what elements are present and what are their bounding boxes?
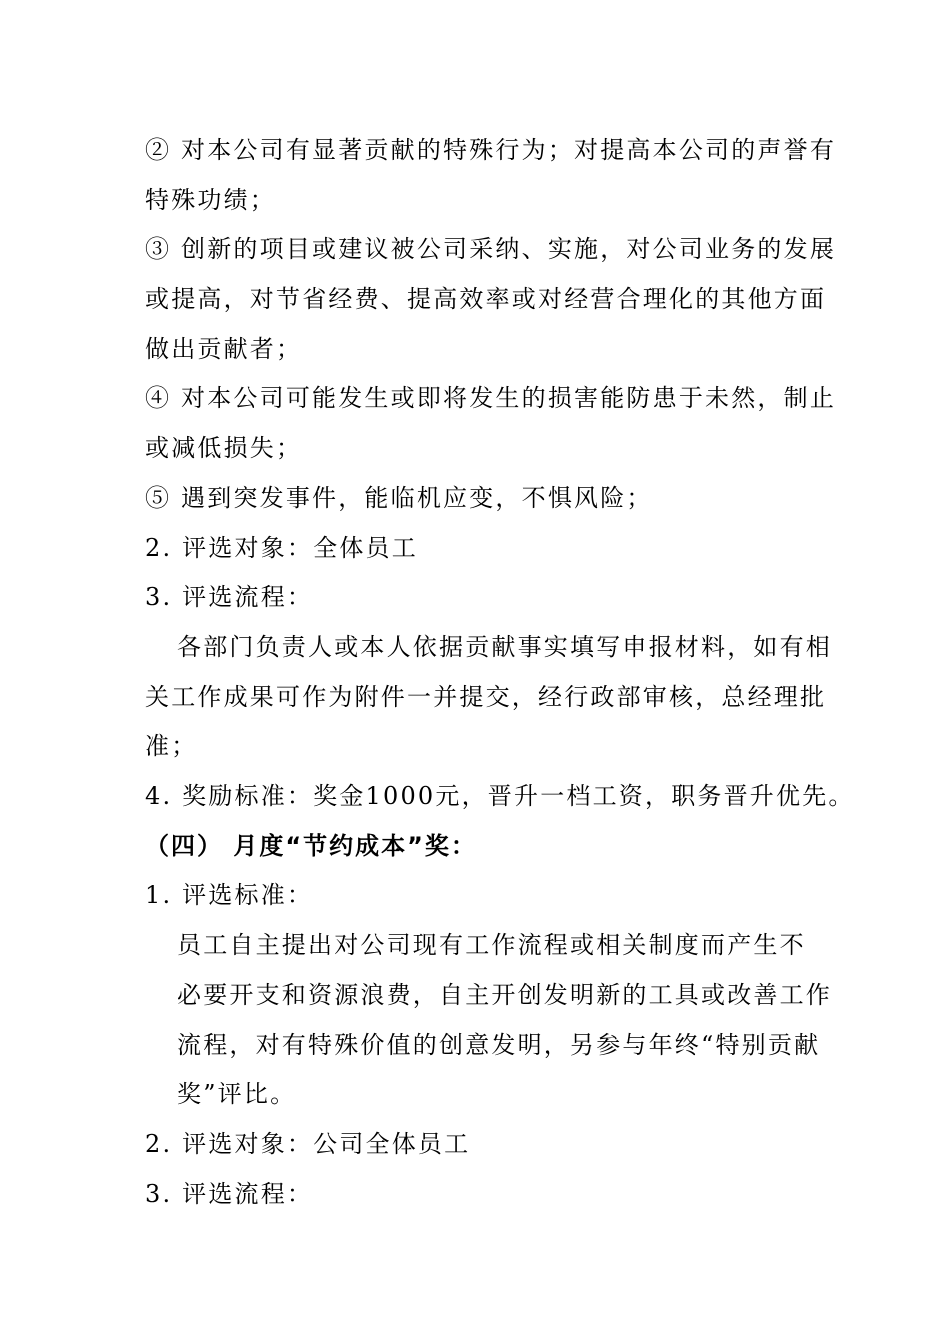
list-item: 4. 奖励标准：奖金1000元，晋升一档工资，职务晋升优先。 (145, 782, 855, 810)
list-item: 3. 评选流程： (145, 583, 314, 611)
list-item: 3. 评选流程： (145, 1180, 314, 1208)
paragraph-line: 准； (145, 732, 198, 760)
paragraph-line: ⑤ 遇到突发事件，能临机应变，不惧风险； (145, 484, 653, 512)
paragraph-line: 关工作成果可作为附件一并提交，经行政部审核，总经理批 (145, 683, 827, 711)
paragraph-line: 特殊功绩； (145, 186, 276, 214)
paragraph-line: 必要开支和资源浪费，自主开创发明新的工具或改善工作 (177, 981, 832, 1009)
paragraph-line: 流程，对有特殊价值的创意发明，另参与年终“特别贡献 (177, 1031, 821, 1059)
section-heading: （四） 月度“节约成本”奖： (145, 832, 477, 860)
paragraph-line: 或减低损失； (145, 434, 303, 462)
paragraph-line: ④ 对本公司可能发生或即将发生的损害能防患于未然，制止 (145, 384, 837, 412)
paragraph-line: 做出贡献者； (145, 335, 303, 363)
list-item: 1. 评选标准： (145, 881, 314, 909)
paragraph-line: 奖”评比。 (177, 1080, 297, 1108)
list-item: 2. 评选对象：全体员工 (145, 534, 418, 562)
paragraph-line: ③ 创新的项目或建议被公司采纳、实施，对公司业务的发展 (145, 235, 837, 263)
list-item: 2. 评选对象：公司全体员工 (145, 1130, 471, 1158)
paragraph-line: ② 对本公司有显著贡献的特殊行为；对提高本公司的声誉有 (145, 136, 837, 164)
paragraph-line: 或提高，对节省经费、提高效率或对经营合理化的其他方面 (145, 285, 827, 313)
paragraph-line: 员工自主提出对公司现有工作流程或相关制度而产生不 (177, 931, 806, 959)
paragraph-line: 各部门负责人或本人依据贡献事实填写申报材料，如有相 (177, 633, 832, 661)
